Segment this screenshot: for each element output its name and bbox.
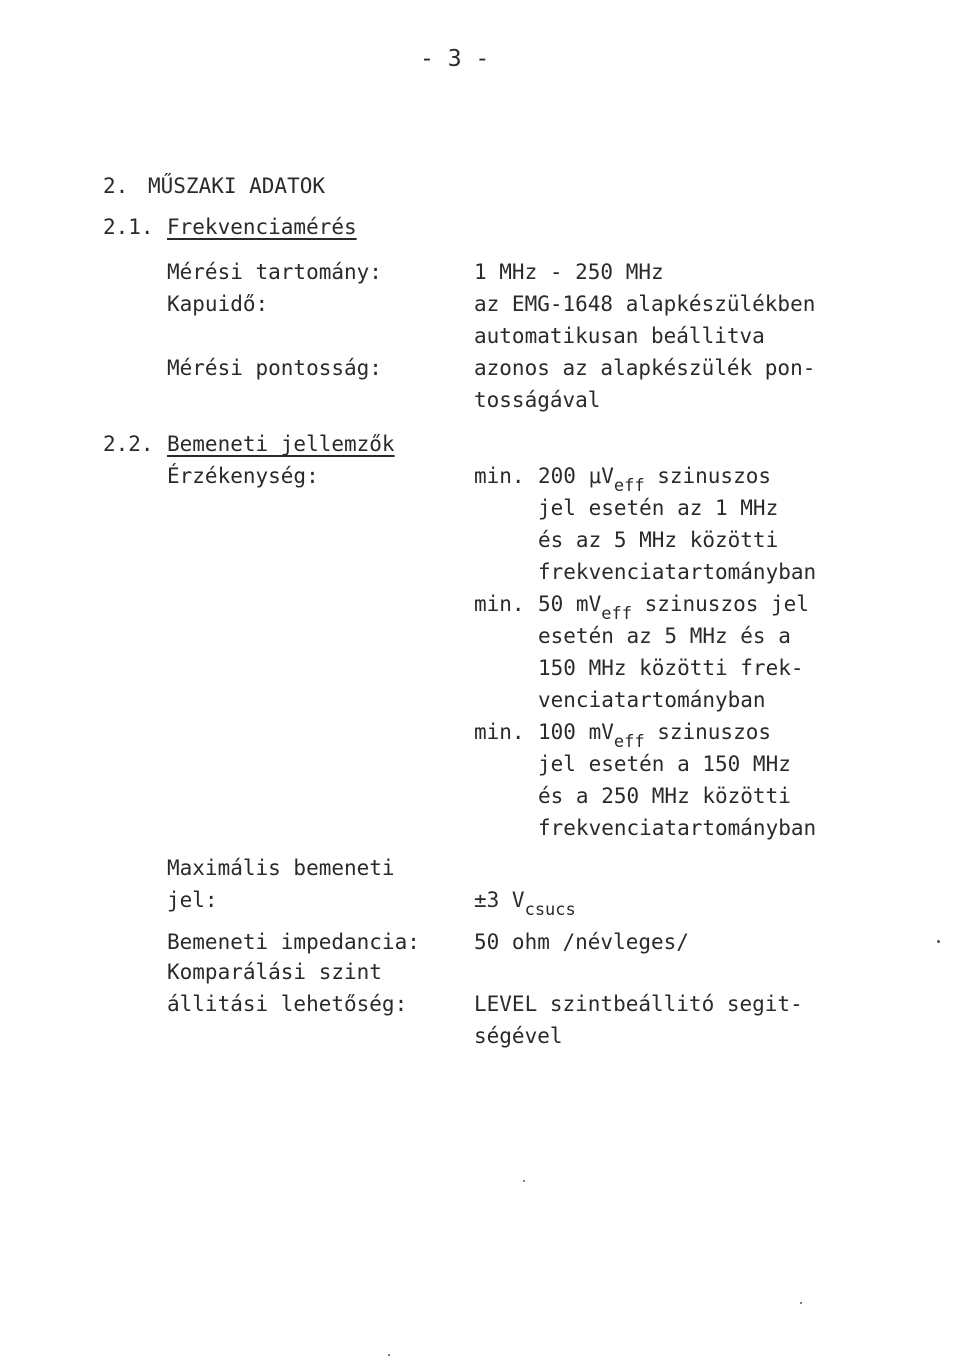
sensitivity-range-2-line1: 50 $mV_{eff}$ szinuszos jel [538,592,809,624]
section-title: MŰSZAKI ADATOK [148,174,326,198]
sensitivity-min-2: min. [474,592,525,616]
accuracy-value-line2: tosságával [474,388,601,412]
paper-speck [523,1180,525,1182]
input-impedance-value: 50 ohm /névleges/ [474,930,689,954]
gate-time-label: Kapuidő: [167,292,269,316]
measurement-range-label: Mérési tartomány: [167,260,382,284]
max-input-label-line1: Maximális bemeneti [167,856,395,880]
max-input-label-line2: jel: [167,888,218,912]
sensitivity-range-1-line4: frekvenciatartományban [538,560,817,584]
paper-speck [388,1354,390,1356]
max-input-value: ±3 $V_{csucs}$ [474,888,576,920]
comparator-level-value-line1: LEVEL szintbeállitó segit- [474,992,803,1016]
input-impedance-label: Bemeneti impedancia: [167,930,420,954]
comparator-level-label-line2: állitási lehetőség: [167,992,408,1016]
sensitivity-range-2-line3: 150 MHz közötti frek- [538,656,804,680]
gate-time-value-line1: az EMG-1648 alapkészülékben [474,292,816,316]
accuracy-label: Mérési pontosság: [167,356,382,380]
subsection-2-2-title: Bemeneti jellemzők [167,432,395,456]
sensitivity-min-3: min. [474,720,525,744]
page-number: - 3 - [420,46,490,72]
accuracy-value-line1: azonos az alapkészülék pon- [474,356,816,380]
sensitivity-label: Érzékenység: [167,464,319,488]
subsection-2-2-number: 2.2. [103,432,154,456]
sensitivity-range-2-line4: venciatartományban [538,688,766,712]
measurement-range-value: 1 MHz - 250 MHz [474,260,664,284]
sensitivity-range-1-line2: jel esetén az 1 MHz [538,496,779,520]
sensitivity-range-3-line4: frekvenciatartományban [538,816,817,840]
sensitivity-range-3-line2: jel esetén a 150 MHz [538,752,791,776]
gate-time-value-line2: automatikusan beállitva [474,324,765,348]
sensitivity-min-1: min. [474,464,525,488]
sensitivity-range-3-line3: és a 250 MHz közötti [538,784,791,808]
section-number: 2. [103,174,129,198]
comparator-level-value-line2: ségével [474,1024,563,1048]
sensitivity-range-1-line1: 200 $\mu V_{eff}$ szinuszos [538,464,772,496]
subsection-2-1-number: 2.1. [103,215,154,239]
sensitivity-range-2-line2: esetén az 5 MHz és a [538,624,791,648]
sensitivity-range-3-line1: 100 $mV_{eff}$ szinuszos [538,720,772,752]
sensitivity-range-1-line3: és az 5 MHz közötti [538,528,779,552]
subsection-2-1-title: Frekvenciamérés [167,215,357,239]
comparator-level-label-line1: Komparálási szint [167,960,382,984]
paper-speck [800,1302,802,1304]
paper-speck [937,940,940,943]
